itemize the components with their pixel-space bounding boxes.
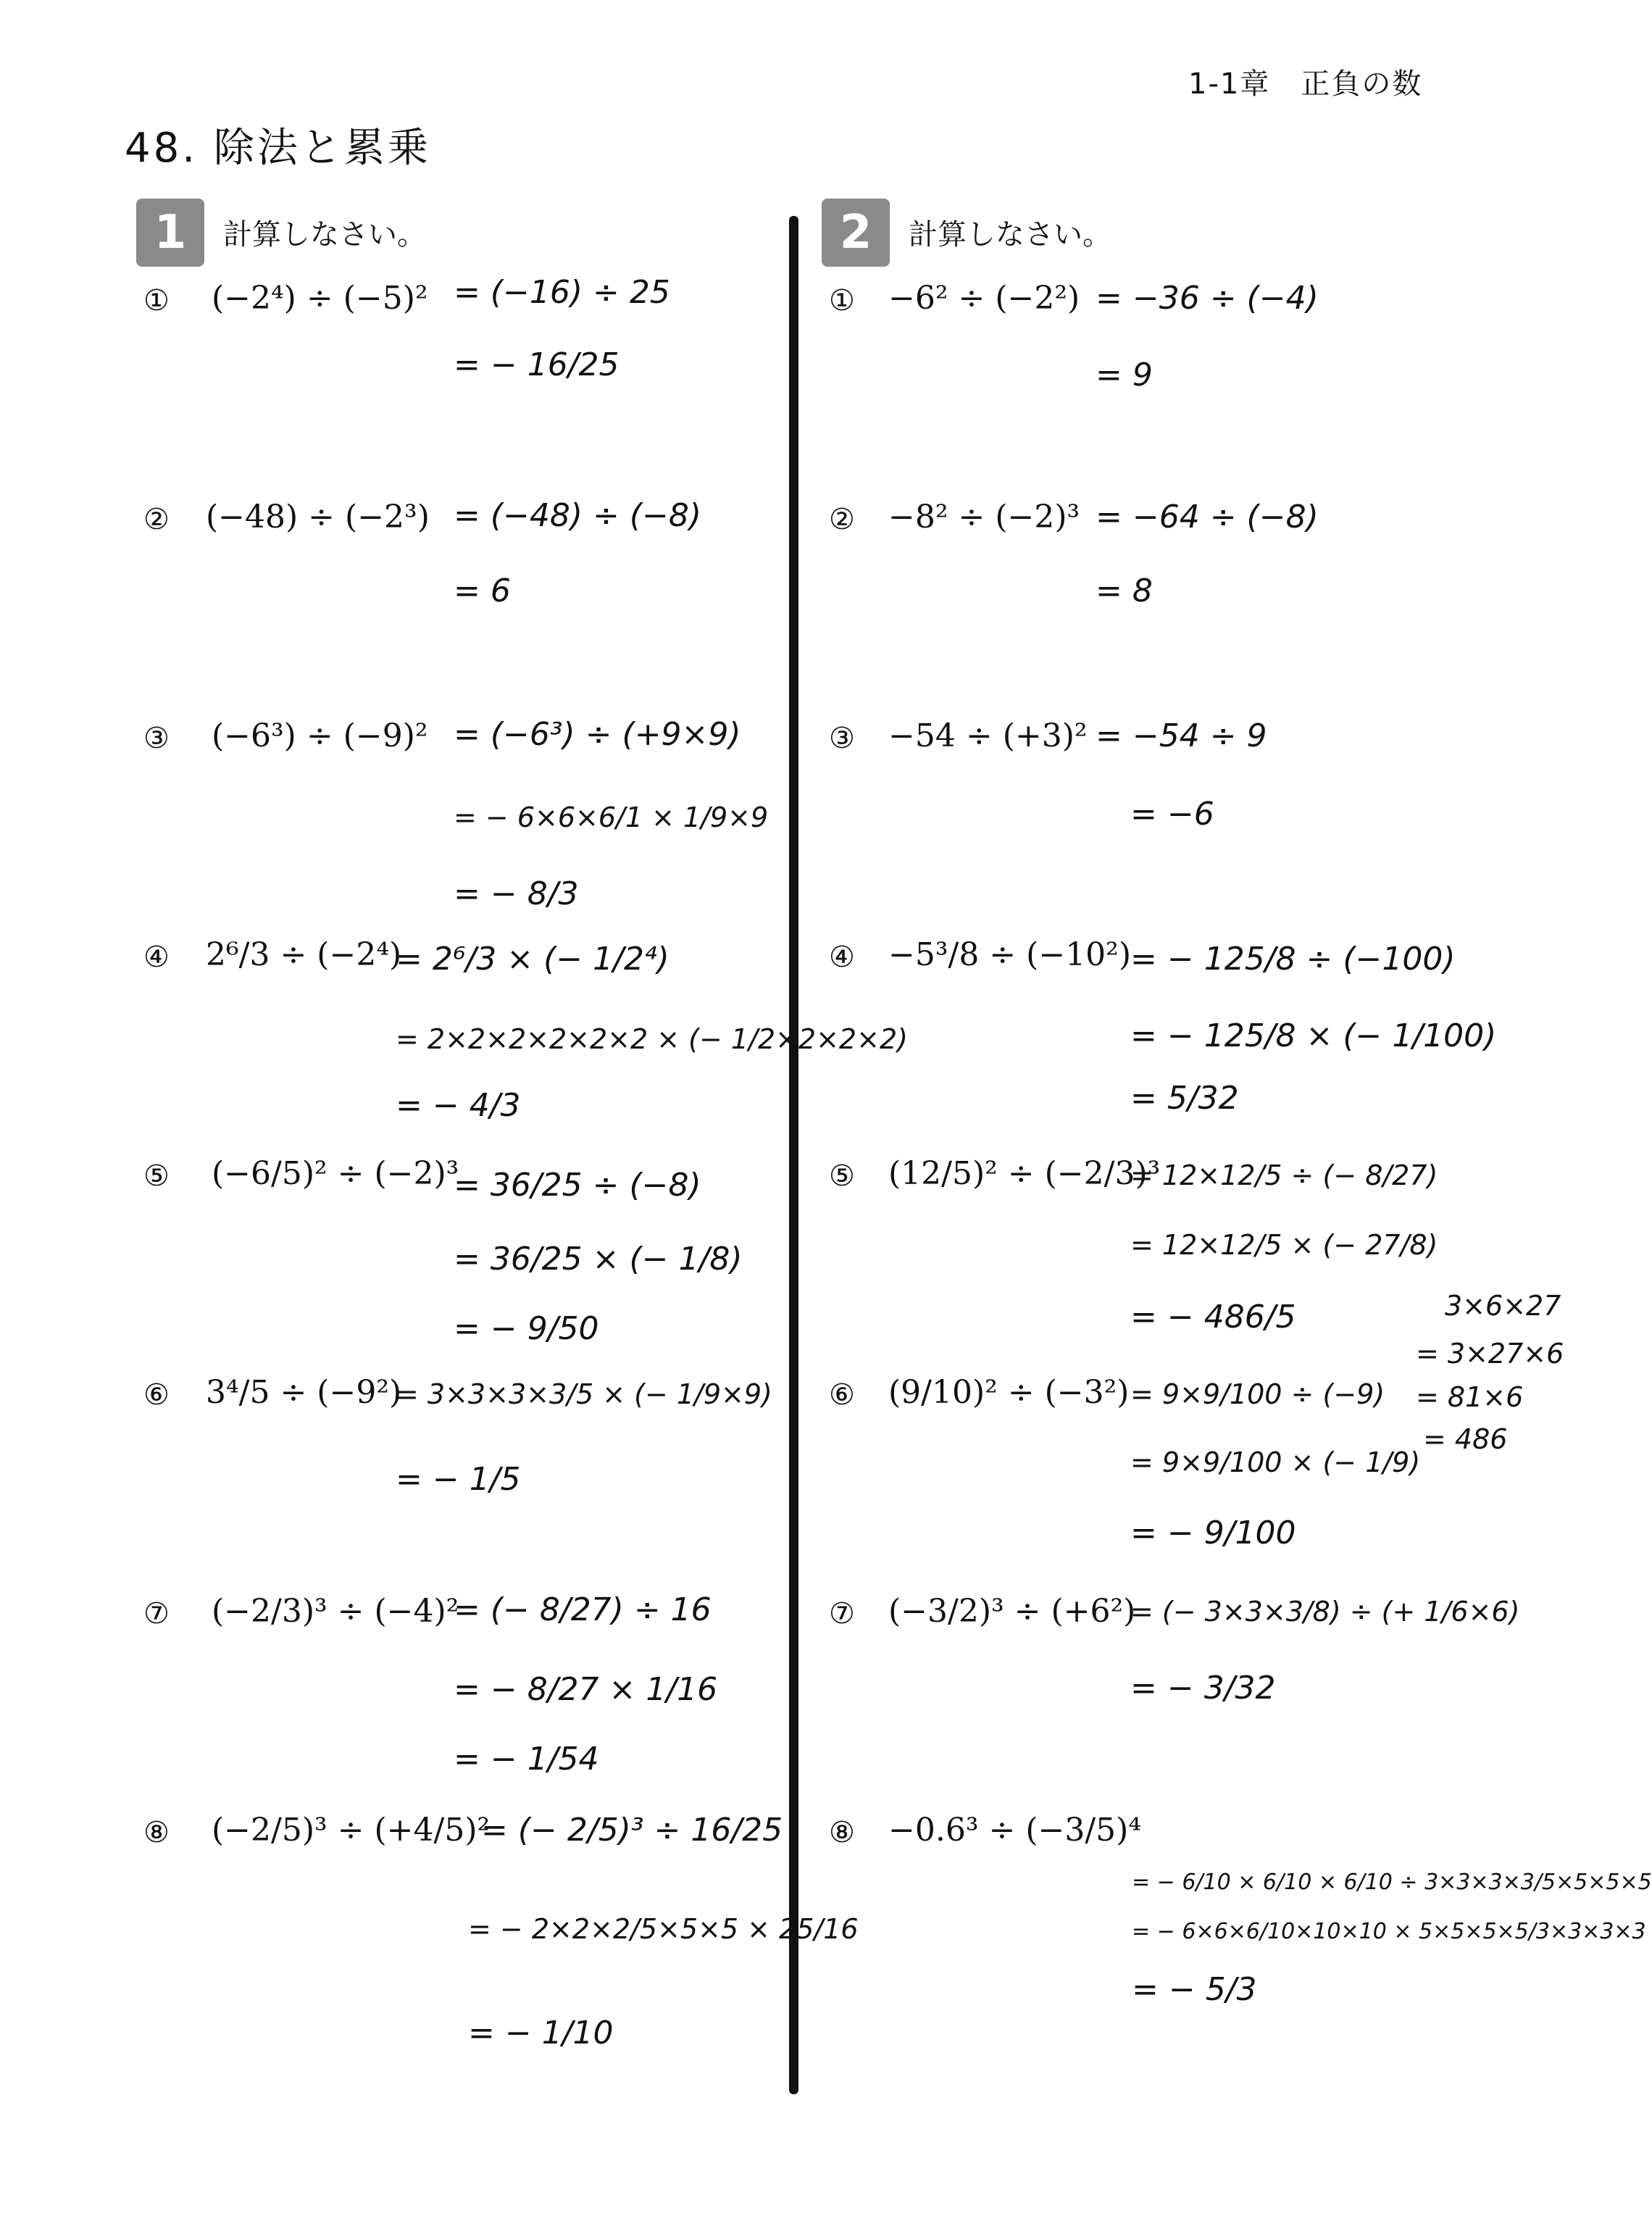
s1-p4-number: ④ (143, 941, 170, 974)
s1-p3-step-2: = − 6×6×6/1 × 1/9×9 (454, 801, 769, 833)
s2-p3-number: ③ (829, 722, 855, 755)
s1-p3-step-3: = − 8/3 (454, 875, 579, 912)
s1-p6-number: ⑥ (143, 1378, 170, 1412)
s1-p1-number: ① (143, 284, 170, 317)
s1-p1-step-2: = − 16/25 (454, 346, 620, 383)
s1-p8-step-2: = − 2×2×2/5×5×5 × 25/16 (468, 1913, 859, 1945)
side-note-line-4: = 486 (1423, 1423, 1508, 1455)
s1-p5-step-2: = 36/25 × (− 1/8) (454, 1241, 743, 1278)
s2-p6-number: ⑥ (829, 1378, 855, 1412)
s2-p3-expression: −54 ÷ (+3)² (888, 717, 1088, 754)
s2-p1-step-2: = 9 (1096, 357, 1153, 393)
s1-p2-expression: (−48) ÷ (−2³) (206, 499, 430, 536)
s2-p8-step-3: = − 5/3 (1132, 1971, 1257, 2008)
side-note-line-3: = 81×6 (1416, 1381, 1524, 1413)
s1-p8-step-1: = (− 2/5)³ ÷ 16/25 (481, 1812, 783, 1849)
s1-p1-expression: (−2⁴) ÷ (−5)² (212, 280, 428, 317)
column-divider (789, 216, 798, 2094)
s1-p5-step-1: = 36/25 ÷ (−8) (454, 1167, 701, 1204)
s2-p4-step-2: = − 125/8 × (− 1/100) (1130, 1017, 1497, 1054)
s2-p5-number: ⑤ (829, 1159, 855, 1193)
s1-p7-step-3: = − 1/54 (454, 1741, 599, 1778)
s2-p8-expression: −0.6³ ÷ (−3/5)⁴ (888, 1812, 1141, 1849)
s2-p7-number: ⑦ (829, 1597, 855, 1630)
s2-p6-step-1: = 9×9/100 ÷ (−9) (1130, 1378, 1385, 1410)
s2-p5-expression: (12/5)² ÷ (−2/3)³ (888, 1155, 1161, 1192)
s1-p6-step-2: = − 1/5 (396, 1461, 521, 1498)
s2-p5-step-2: = 12×12/5 × (− 27/8) (1130, 1229, 1438, 1261)
s2-p2-number: ② (829, 503, 855, 536)
s2-p8-number: ⑧ (829, 1816, 855, 1849)
s2-p2-step-1: = −64 ÷ (−8) (1096, 499, 1319, 536)
s2-p6-expression: (9/10)² ÷ (−3²) (888, 1374, 1130, 1411)
section-1-badge: 1 (136, 199, 204, 267)
s1-p7-expression: (−2/3)³ ÷ (−4)² (212, 1593, 459, 1630)
s2-p7-step-2: = − 3/32 (1130, 1670, 1276, 1707)
s1-p6-step-1: = 3×3×3×3/5 × (− 1/9×9) (396, 1378, 772, 1410)
s2-p4-step-1: = − 125/8 ÷ (−100) (1130, 941, 1456, 978)
section-1-instruction: 計算しなさい。 (223, 218, 426, 251)
s1-p4-step-3: = − 4/3 (396, 1087, 521, 1124)
s2-p6-step-2: = 9×9/100 × (− 1/9) (1130, 1446, 1421, 1478)
s2-p1-expression: −6² ÷ (−2²) (888, 280, 1080, 317)
s1-p6-expression: 3⁴/5 ÷ (−9²) (206, 1374, 402, 1411)
s2-p3-step-2: = −6 (1130, 796, 1214, 833)
s1-p1-step-1: = (−16) ÷ 25 (454, 274, 670, 311)
s1-p3-number: ③ (143, 722, 170, 755)
s2-p1-step-1: = −36 ÷ (−4) (1096, 280, 1319, 317)
section-2-instruction: 計算しなさい。 (909, 218, 1111, 251)
s1-p8-expression: (−2/5)³ ÷ (+4/5)² (212, 1812, 491, 1849)
s1-p8-number: ⑧ (143, 1816, 170, 1849)
s1-p5-step-3: = − 9/50 (454, 1310, 599, 1347)
s2-p2-expression: −8² ÷ (−2)³ (888, 499, 1080, 536)
side-note-line-1: 3×6×27 (1445, 1290, 1561, 1322)
s1-p3-step-1: = (−6³) ÷ (+9×9) (454, 716, 741, 753)
s2-p4-expression: −5³/8 ÷ (−10²) (888, 936, 1131, 973)
s1-p2-number: ② (143, 503, 170, 536)
chapter-label: 1-1章 正負の数 (1188, 67, 1423, 101)
s2-p5-step-1: = 12×12/5 ÷ (− 8/27) (1130, 1159, 1438, 1191)
s2-p8-step-1: = − 6/10 × 6/10 × 6/10 ÷ 3×3×3×3/5×5×5×5 (1132, 1870, 1652, 1895)
s1-p7-step-1: = (− 8/27) ÷ 16 (454, 1591, 712, 1628)
s2-p3-step-1: = −54 ÷ 9 (1096, 717, 1267, 754)
s1-p2-step-1: = (−48) ÷ (−8) (454, 497, 702, 534)
s1-p4-step-2: = 2×2×2×2×2×2 × (− 1/2×2×2×2) (396, 1023, 908, 1055)
s1-p4-step-1: = 2⁶/3 × (− 1/2⁴) (396, 941, 669, 978)
s2-p7-expression: (−3/2)³ ÷ (+6²) (888, 1593, 1136, 1630)
side-note-line-2: = 3×27×6 (1416, 1338, 1564, 1370)
s2-p2-step-2: = 8 (1096, 572, 1153, 609)
s1-p4-expression: 2⁶/3 ÷ (−2⁴) (206, 936, 402, 973)
s2-p1-number: ① (829, 284, 855, 317)
s2-p7-step-1: = (− 3×3×3/8) ÷ (+ 1/6×6) (1130, 1596, 1520, 1628)
s1-p7-step-2: = − 8/27 × 1/16 (454, 1671, 718, 1708)
s2-p4-step-3: = 5/32 (1130, 1080, 1239, 1117)
s1-p5-number: ⑤ (143, 1159, 170, 1193)
s1-p5-expression: (−6/5)² ÷ (−2)³ (212, 1155, 459, 1192)
s2-p8-step-2: = − 6×6×6/10×10×10 × 5×5×5×5/3×3×3×3 (1132, 1919, 1646, 1944)
s2-p4-number: ④ (829, 941, 855, 974)
s1-p8-step-3: = − 1/10 (468, 2015, 614, 2051)
section-2-badge: 2 (822, 199, 890, 267)
s1-p3-expression: (−6³) ÷ (−9)² (212, 717, 428, 754)
s1-p7-number: ⑦ (143, 1597, 170, 1630)
page-title: 48. 除法と累乗 (125, 125, 431, 172)
s1-p2-step-2: = 6 (454, 572, 511, 609)
s2-p6-step-3: = − 9/100 (1130, 1515, 1296, 1551)
s2-p5-step-3: = − 486/5 (1130, 1299, 1296, 1336)
